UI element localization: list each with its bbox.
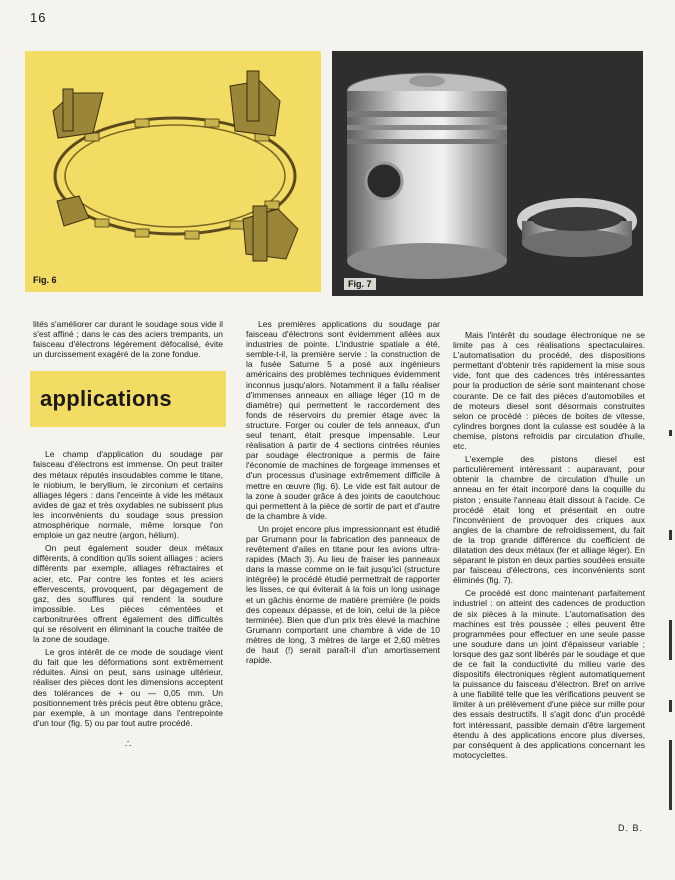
page-number: 16 xyxy=(30,10,47,25)
column-3-paragraph: Ce procédé est donc maintenant parfaitement industriel : on atteint des cadences de production de six pièces à la minute. L'automatisation des machines est très poussée ; elles peuvent être programmées pour effectuer en une seule passe une soudure dans un joint d'épaisseur variable ; lorsque des gaz sont libérés par le soudage et que de ce fait la conductivité du milieu varie des dispositifs électroniques règlent automatiquement la puissance du faisceau d'électron. Bref on arrive à une fiabilité telle que les vérifications peuvent se limiter à un prélèvement d'une pièce sur mille pour des essais destructifs. Il s'agit donc d'un procédé fort intéressant, passible demain d'être largement étendu à des applications encore plus diverses, par conséquent à des applications concernant les motocyclettes. xyxy=(453,588,645,760)
figure-7-piston-photo xyxy=(332,51,643,296)
binding-edge-marks xyxy=(667,420,675,820)
column-2-paragraph: Un projet encore plus impressionnant est étudié par Grumann pour la fabrication des panneaux de revêtement d'ailes en titane pour les avions ultra-rapides (Mach 3). Au lieu de fraiser les panneaux dans la masse comme on le fait jusqu'ici (structure intégrée) le procédé étudié permettrait de rapporter les lisses, ce qui éviterait à la fois un long usinage et un gâchis énorme de matière première (le poids des copeaux dépasse, et de loin, celui de la pièce terminée). Bien que d'un prix très élevé la machine Grumann comportant une chambre à vide de 10 mètres de long, 3 mètres de large et 2,60 mètres de haut (!) serait paraît-il d'un amortissement rapide. xyxy=(246,523,440,666)
column-3-paragraph: L'exemple des pistons diesel est particulièrement intéressant : auparavant, pour obtenir la chambre de circulation d'huile un anneau en fer était incorporé dans la coquille du piston ; ensuite l'anneau était dissout à l'acide. Ce procédé était long et présentait en outre l'inconvénient de provoquer des criques aux angles de la chambre de refroidissement, du fait de la trop grande différence du coefficient de dilatation des deux métaux (fer et alliage léger). En séparant le piston en deux parties soudées ensuite par faisceau d'électrons, ces inconvénients sont éliminés (fig. 7). xyxy=(453,454,645,586)
author-signature: D. B. xyxy=(617,823,643,833)
figure-6-welding-ring-drawing xyxy=(25,51,321,292)
column-2-paragraph: Les premières applications du soudage par faisceau d'électrons sont évidemment allées aux industries de pointe. L'industrie spatiale a été, semble-t-il, la première servie : la construction de la fusée Saturne 5 a posé aux ingénieurs américains des problèmes techniques évidemment inconnus jusqu'alors. Notamment il a fallu réaliser d'immenses anneaux en alliage léger (10 m de diamètre) qui permettent le raccordement des fonds de réservoirs du premier étage avec la structure. Forger ou couler de tels anneaux, d'un seul tenant, était presque impensable. Leur réalisation à partir de 4 sections cintrées réunies par soudage électronique a permis de faire l'économie de machines de forgeage immenses et d'un processus d'usinage extrêmement difficile à mettre en œuvre (fig. 6). Le vide est fait autour de la zone à souder grâce à des joints de caoutchouc qui permettent à la pièce de sortir de part et d'autre de la chambre à vide. xyxy=(246,319,440,521)
column-1-paragraph: On peut également souder deux métaux différents, à condition qu'ils soient alliages : aciers différents par exemple, alliages réfractaires et acier, etc. Par contre les fontes et les aciers effervescents, provoquent, par dégagement de gaz, des soufflures qui rendent la soudure impossible. Les pièces cémentées et carbonitrurées offrent également des difficultés qui se résolvent en éliminant la couche traitée de la zone de soudage. xyxy=(33,543,223,645)
column-1 xyxy=(33,319,223,750)
column-1-paragraph: Le champ d'application du soudage par faisceau d'électrons est immense. On peut traiter des métaux réputés insoudables comme le titane, le niobium, le beryllium, le zirconium et certains alliages légers : dans l'enceinte à vide les métaux avides de gaz et très oxydables ne subissent plus les inconvénients du soudage sous pression atmosphérique normale, même lorsque l'on emploie un gaz neutre (argon, hélium). xyxy=(33,449,223,541)
column-1-paragraph: Le gros intérêt de ce mode de soudage vient du fait que les déformations sont extrêmement réduites. Ainsi on peut, sans usinage ultérieur, réaliser des pièces dont les dimensions acceptent des tolérances de + ou — 0,05 mm. Un positionnement très précis peut être obtenu grâce, par exemple, à un montage dans l'entrepointe d'un tour (fig. 5) ou par tout autre procédé. xyxy=(33,647,223,728)
column-1-paragraph: lités s'améliorer car durant le soudage sous vide il s'est affiné ; dans le cas des aciers trempants, un faisceau d'électrons légèrement défocalisé, évite un durcissement exagéré de la zone fondue. xyxy=(33,319,223,360)
column-3 xyxy=(453,330,645,763)
figure-7-caption: Fig. 7 xyxy=(344,278,376,290)
ring-illustration xyxy=(25,51,321,292)
column-2 xyxy=(246,319,440,668)
ornament: ∴ xyxy=(124,738,132,750)
section-heading-box xyxy=(30,371,226,427)
section-heading: applications xyxy=(40,386,172,412)
piston-photo xyxy=(332,51,643,296)
figure-6-caption: Fig. 6 xyxy=(33,275,57,285)
column-3-paragraph: Mais l'intérêt du soudage électronique ne se limite pas à ces réalisations spectaculaires. L'automatisation du procédé, des dispositions permettant d'obtenir très rapidement la mise sous vide, font que des cadences très intéressantes pour la production de série sont maintenant chose courante. De ce fait des pièces d'automobiles et de moteurs diesel sont désormais construites selon ce procédé : pièces de boites de vitesse, cylindres borgnes dont la culasse est soudée à la chemise, pistons refroidis par circulation d'huile, etc. xyxy=(453,330,645,452)
